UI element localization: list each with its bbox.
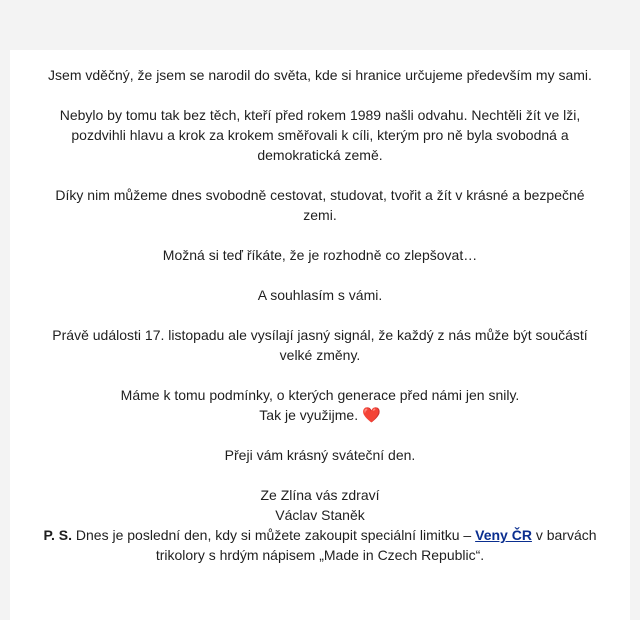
use-them-text: Tak je využijme.	[259, 407, 359, 423]
paragraph-gratitude: Jsem vděčný, že jsem se narodil do světa, kde si hranice určujeme především my sami.	[48, 67, 592, 83]
paragraph-agree: A souhlasím s vámi.	[257, 287, 383, 303]
veny-cr-link[interactable]: Veny ČR	[475, 527, 532, 543]
use-them-line	[20, 405, 620, 425]
ps-label: P. S.	[43, 527, 73, 543]
conditions-line: Máme k tomu podmínky, o kterých generace před námi jen snily.	[120, 387, 520, 403]
paragraph-wishes: Přeji vám krásný sváteční den.	[224, 447, 416, 463]
paragraph-conditions	[20, 385, 620, 425]
ps-text-after: v barvách trikolory s hrdým nápisem „Made in Czech Republic“.	[155, 527, 597, 563]
paragraph-november-17: Právě události 17. listopadu ale vysílají jasný signál, že každý z nás může být součástí velké změny.	[52, 327, 588, 363]
paragraph-freedom: Díky nim můžeme dnes svobodně cestovat, studovat, tvořit a žít v krásné a bezpečné zemi.	[55, 187, 585, 223]
signature-greeting: Ze Zlína vás zdraví	[260, 487, 380, 503]
signature	[20, 485, 620, 525]
postscript	[20, 525, 620, 565]
heart-icon: ❤️	[362, 406, 381, 424]
paragraph-improve: Možná si teď říkáte, že je rozhodně co zlepšovat…	[162, 247, 478, 263]
ps-text-before: Dnes je poslední den, kdy si můžete zakoupit speciální limitku –	[75, 527, 472, 543]
paragraph-courage: Nebylo by tomu tak bez těch, kteří před rokem 1989 našli odvahu. Nechtěli žít ve lži, pozdvihli hlavu a krok za krokem směřovali k cíli, kterým pro ně byla svobodná a demokratická země.	[59, 107, 581, 163]
email-body	[10, 50, 630, 620]
signature-name: Václav Staněk	[275, 507, 365, 523]
